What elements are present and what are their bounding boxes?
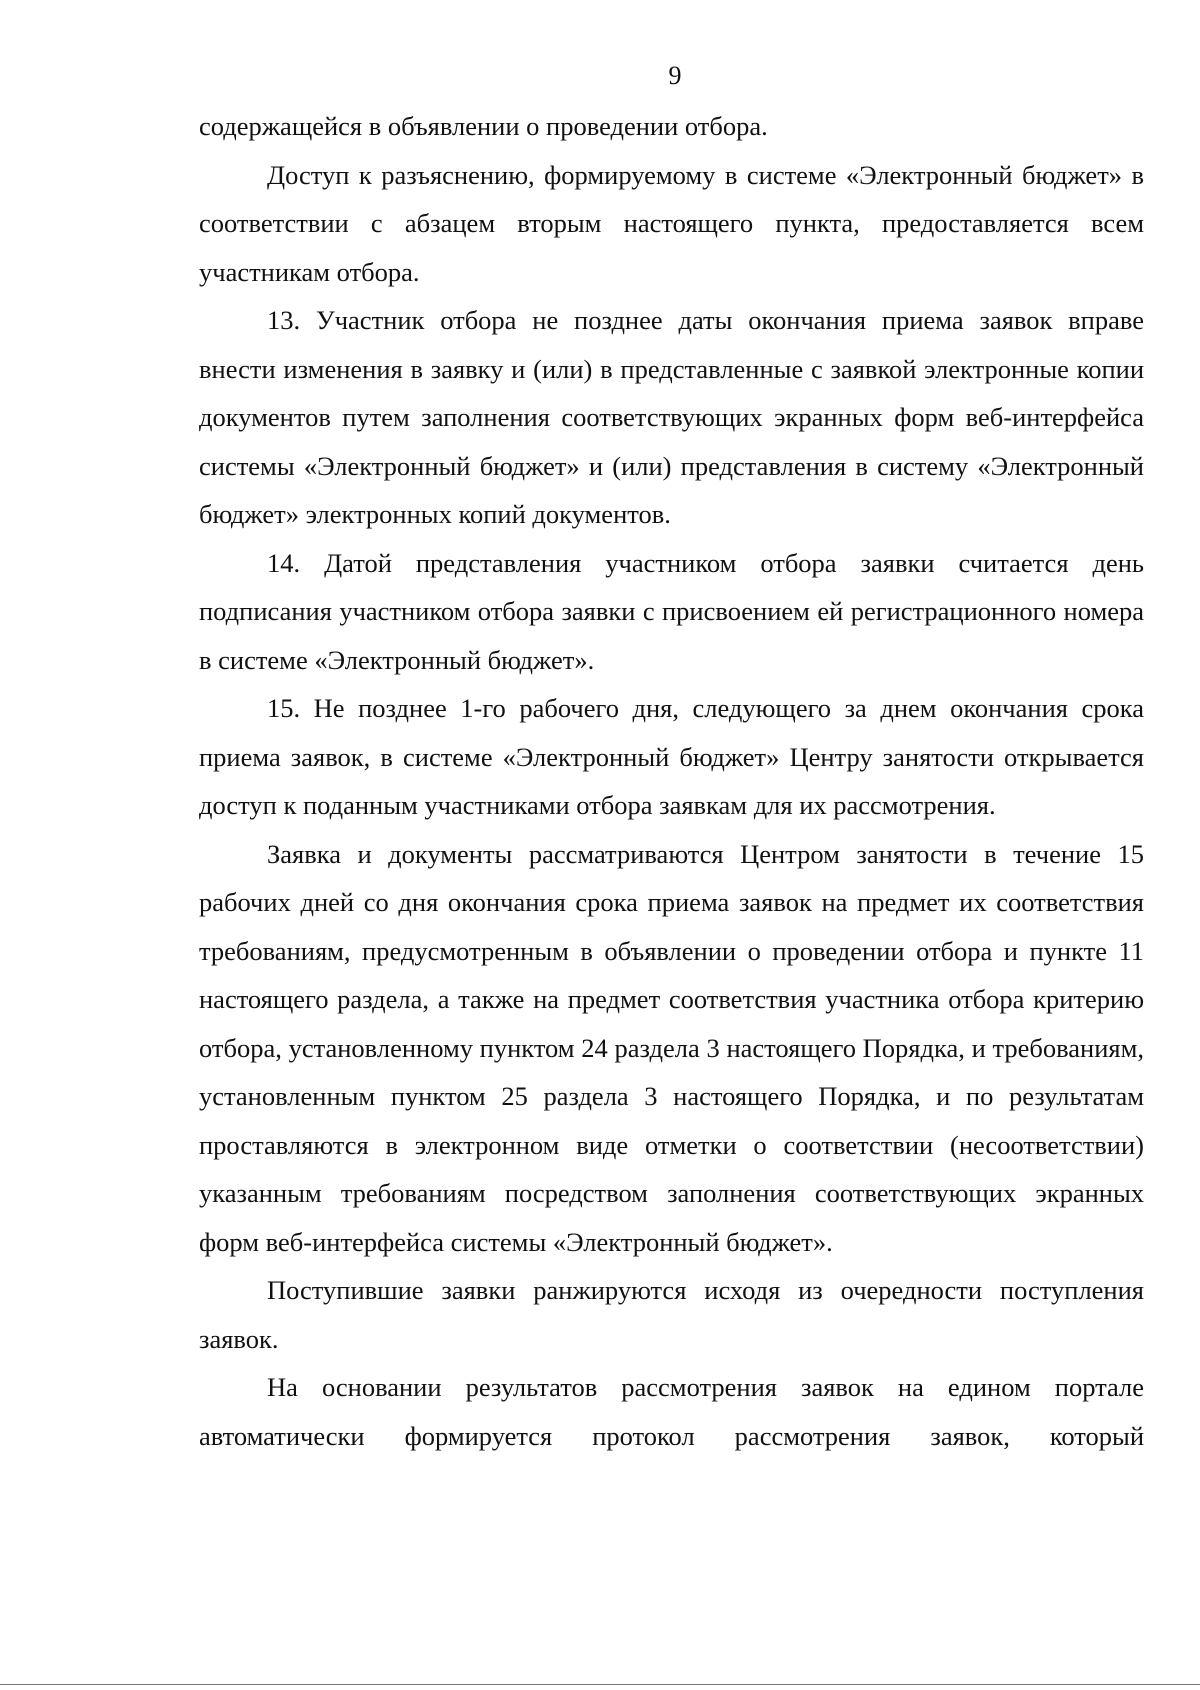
- body-text: [199, 102, 1144, 1460]
- paragraph: содержащейся в объявлении о проведении отбора.: [199, 111, 768, 141]
- paragraph: Поступившие заявки ранжируются исходя из очередности поступления заявок.: [199, 1275, 1144, 1354]
- paragraph: Заявка и документы рассматриваются Центром занятости в течение 15 рабочих дней со дня окончания срока приема заявок на предмет их соответствия требованиям, предусмотренным в объявлении о проведении отбора и пункте 11 настоящего раздела, а также на предмет соответствия участника отбора критерию отбора, установленному пунктом 24 раздела 3 настоящего Порядка, и требованиям, установленным пунктом 25 раздела 3 настоящего Порядка, и по результатам проставляются в электронном виде отметки о соответствии (несоответствии) указанным требованиям посредством заполнения соответствующих экранных форм веб-интерфейса системы «Электронный бюджет».: [199, 838, 1144, 1257]
- paragraph: 14. Датой представления участником отбора заявки считается день подписания участником отбора заявки с присвоением ей регистрационного номера в системе «Электронный бюджет».: [199, 547, 1144, 675]
- paragraph: 13. Участник отбора не позднее даты окончания приема заявок вправе внести изменения в заявку и (или) в представленные с заявкой электронные копии документов путем заполнения соответствующих экранных форм веб-интерфейса системы «Электронный бюджет» и (или) представления в систему «Электронный бюджет» электронных копий документов.: [199, 305, 1144, 529]
- paragraph: Доступ к разъяснению, формируемому в системе «Электронный бюджет» в соответствии с абзацем вторым настоящего пункта, предоставляется всем участникам отбора.: [199, 159, 1144, 287]
- paragraph: 15. Не позднее 1-го рабочего дня, следующего за днем окончания срока приема заявок, в системе «Электронный бюджет» Центру занятости открывается доступ к поданным участниками отбора заявкам для их рассмотрения.: [199, 693, 1144, 820]
- page-number: 9: [668, 61, 682, 90]
- paragraph: На основании результатов рассмотрения заявок на едином портале автоматически формируется протокол рассмотрения заявок, который: [199, 1372, 1144, 1451]
- page-bottom-rule: [0, 1684, 1200, 1685]
